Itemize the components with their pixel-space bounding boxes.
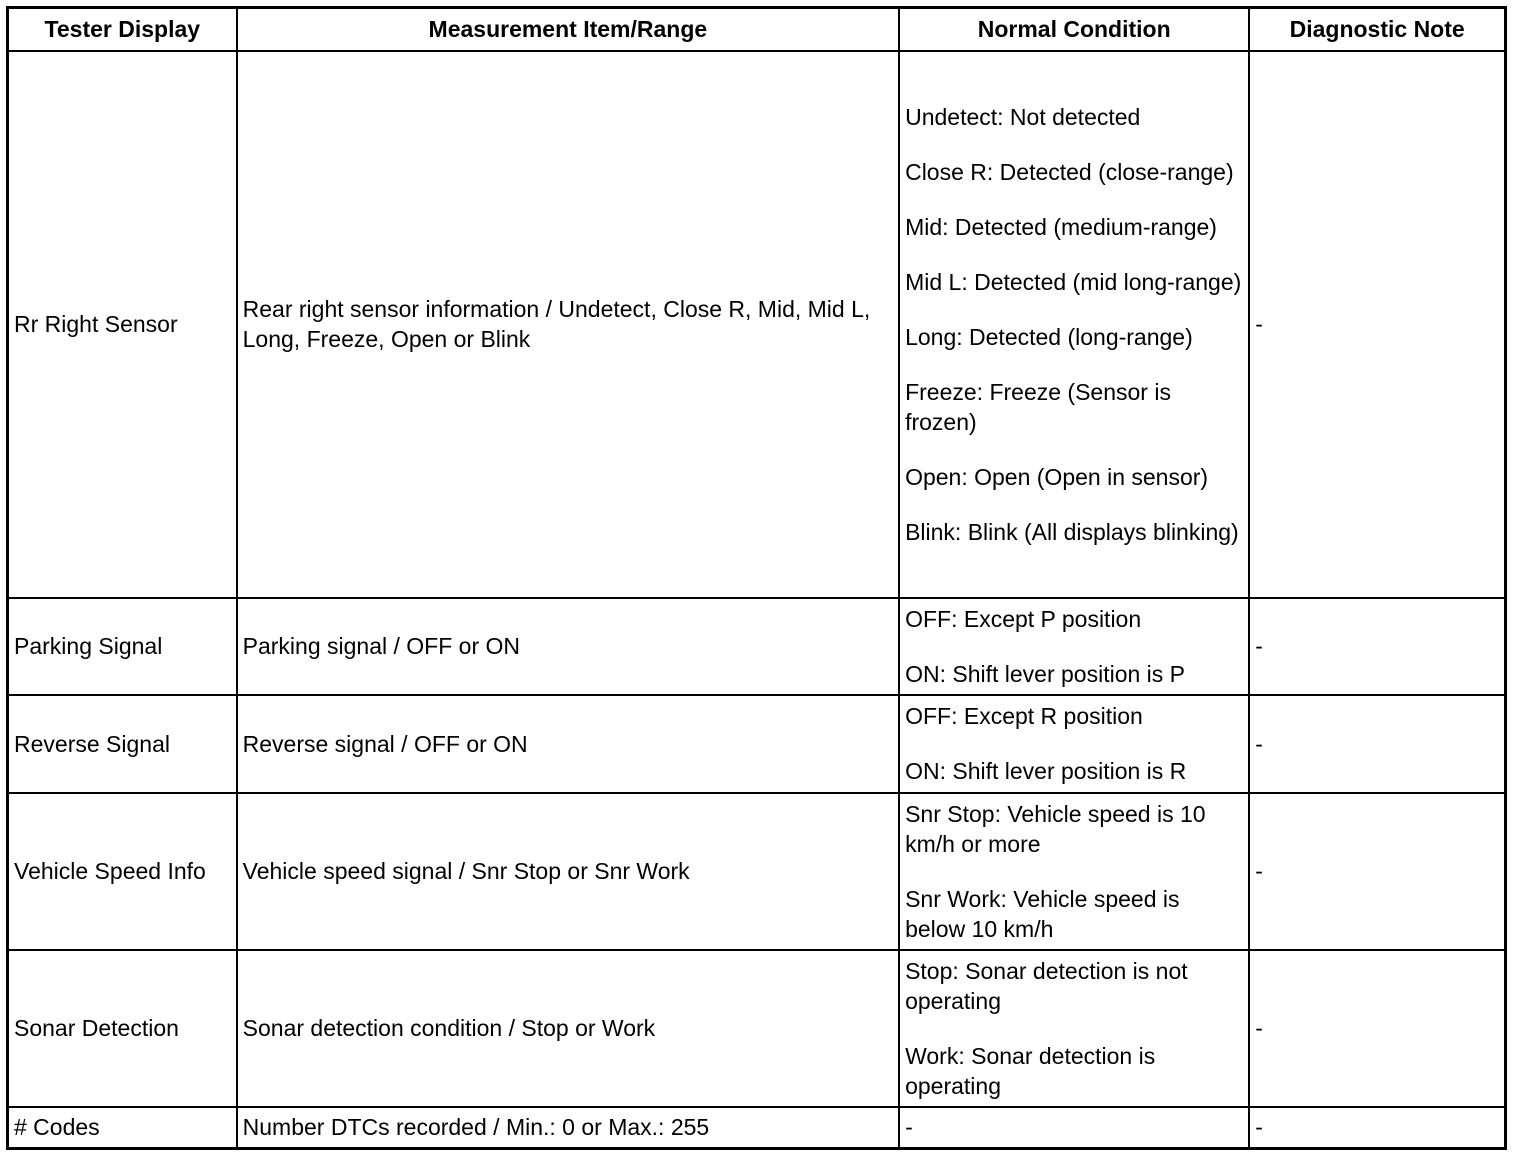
tester-display-cell: Reverse Signal (8, 695, 237, 793)
tester-display-cell: Vehicle Speed Info (8, 793, 237, 950)
tester-display-cell: # Codes (8, 1107, 237, 1149)
header-diagnostic-note: Diagnostic Note (1249, 8, 1505, 51)
condition-item: Freeze: Freeze (Sensor is frozen) (905, 378, 1171, 435)
condition-list (905, 1112, 1243, 1142)
measurement-cell: Rear right sensor information / Undetect, Close R, Mid, Mid L, Long, Freeze, Open or Blink (237, 51, 899, 598)
table-row (8, 793, 1506, 950)
measurement-cell: Number DTCs recorded / Min.: 0 or Max.: 255 (237, 1107, 899, 1149)
condition-item: Undetect: Not detected (905, 103, 1141, 130)
normal-condition-cell (899, 695, 1249, 793)
tester-display-cell: Sonar Detection (8, 950, 237, 1107)
table-row (8, 598, 1506, 695)
table-row (8, 1107, 1506, 1149)
condition-item: ON: Shift lever position is R (905, 758, 1187, 784)
tester-display-cell: Parking Signal (8, 598, 237, 695)
header-tester-display: Tester Display (8, 8, 237, 51)
diagnostic-note-cell: - (1249, 51, 1505, 598)
condition-item: Mid L: Detected (mid long-range) (905, 268, 1242, 295)
table-row (8, 950, 1506, 1107)
measurement-cell: Reverse signal / OFF or ON (237, 695, 899, 793)
condition-item: OFF: Except P position (905, 605, 1142, 632)
diagnostic-note-cell: - (1249, 950, 1505, 1107)
condition-item: Work: Sonar detection is operating (905, 1042, 1156, 1099)
condition-item: Snr Work: Vehicle speed is below 10 km/h (905, 885, 1180, 942)
measurement-cell: Parking signal / OFF or ON (237, 598, 899, 695)
condition-item: Blink: Blink (All displays blinking) (905, 518, 1239, 545)
condition-item: Long: Detected (long-range) (905, 323, 1193, 350)
diagnostic-data-table (6, 6, 1507, 1150)
normal-condition-cell (899, 598, 1249, 695)
measurement-cell: Vehicle speed signal / Snr Stop or Snr Work (237, 793, 899, 950)
condition-item: Stop: Sonar detection is not operating (905, 957, 1188, 1014)
measurement-cell: Sonar detection condition / Stop or Work (237, 950, 899, 1107)
condition-item: OFF: Except R position (905, 703, 1143, 729)
condition-list (905, 956, 1243, 1101)
table-header-row (8, 8, 1506, 51)
condition-item: Close R: Detected (close-range) (905, 158, 1234, 185)
condition-list (905, 799, 1243, 944)
condition-item: Open: Open (Open in sensor) (905, 463, 1209, 490)
diagnostic-note-cell: - (1249, 598, 1505, 695)
diagnostic-note-cell: - (1249, 1107, 1505, 1149)
header-normal-condition: Normal Condition (899, 8, 1249, 51)
table-row (8, 51, 1506, 598)
normal-condition-cell (899, 793, 1249, 950)
condition-list (905, 102, 1243, 547)
diagnostic-note-cell: - (1249, 695, 1505, 793)
table-row (8, 695, 1506, 793)
condition-list (905, 701, 1243, 786)
normal-condition-cell (899, 1107, 1249, 1149)
diagnostic-note-cell: - (1249, 793, 1505, 950)
condition-list (905, 604, 1243, 689)
normal-condition-cell (899, 51, 1249, 598)
condition-item: Snr Stop: Vehicle speed is 10 km/h or more (905, 800, 1206, 857)
condition-item: ON: Shift lever position is P (905, 660, 1186, 687)
condition-item: Mid: Detected (medium-range) (905, 213, 1217, 240)
normal-condition-cell (899, 950, 1249, 1107)
condition-item: - (905, 1114, 913, 1141)
tester-display-cell: Rr Right Sensor (8, 51, 237, 598)
header-measurement-item-range: Measurement Item/Range (237, 8, 899, 51)
